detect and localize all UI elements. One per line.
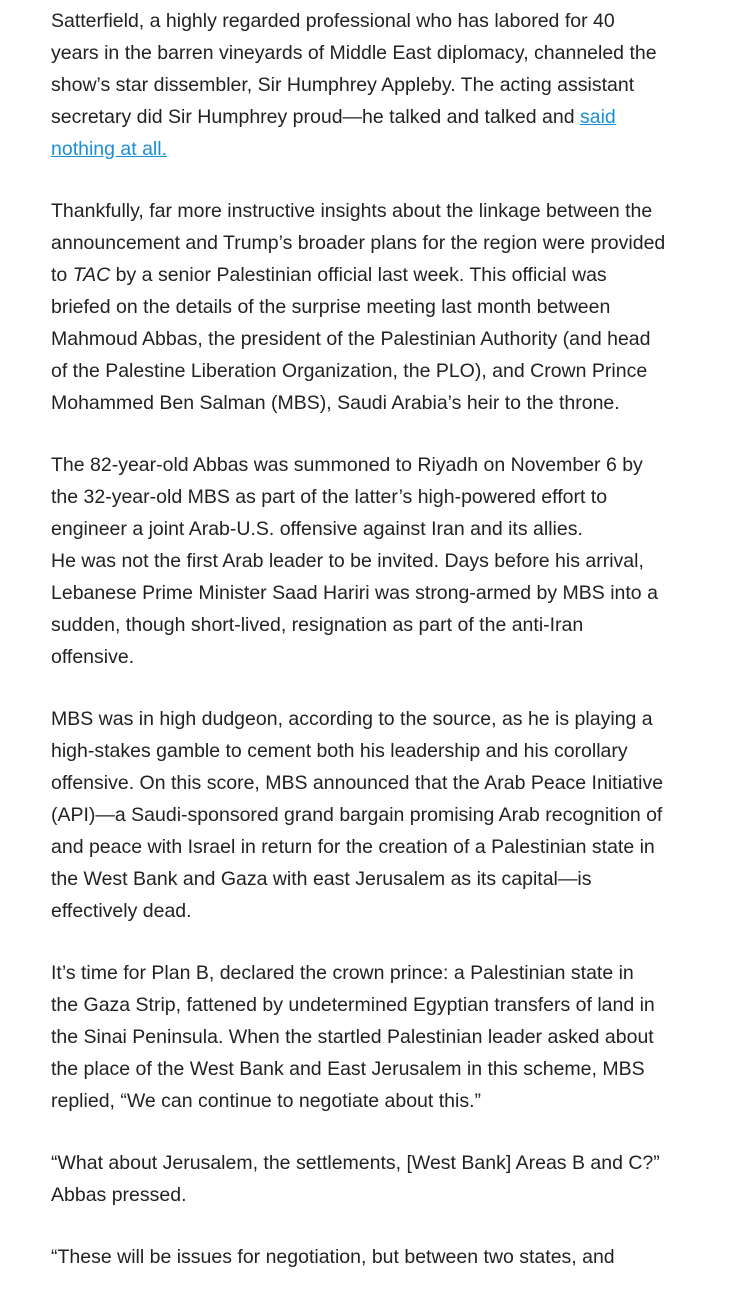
- paragraph-text: Satterfield, a highly regarded professional who has labored for 40 years in the barren vineyards of Middle East diplomacy, channeled the show’s star dissembler, Sir Humphrey Appleby. The acting assistant secretary did Sir Humphrey proud—he talked and talked and: [51, 10, 657, 128]
- paragraph-text: He was not the first Arab leader to be invited. Days before his arrival, Lebanese Prime Minister Saad Hariri was strong-armed by MBS into a sudden, though short-lived, resignation as part of the anti-Iran offensive.: [51, 550, 658, 668]
- paragraph-mbs-dudgeon: MBS was in high dudgeon, according to the source, as he is playing a high-stakes gamble to cement both his leadership and his corollary offensive. On this score, MBS announced that the Arab Peace Initiative (API)—a Saudi-sponsored grand bargain promising Arab recognition of and peace with Israel in return for the creation of a Palestinian state in the West Bank and Gaza with east Jerusalem as its capital—is effectively dead.: [51, 708, 664, 922]
- paragraph-negotiation: “These will be issues for negotiation, but between two states, and: [51, 1246, 615, 1268]
- paragraph-text: Thankfully, far more instructive insights about the linkage between the announcement and Trump’s broader plans for the region were provided to: [51, 200, 666, 286]
- paragraph-text: The 82-year-old Abbas was summoned to Riyadh on November 6 by the 32-year-old MBS as part of the latter’s high-powered effort to engineer a joint Arab-U.S. offensive against Iran and its allies.: [51, 454, 643, 540]
- paragraph-plan-b: It’s time for Plan B, declared the crown prince: a Palestinian state in the Gaza Strip, fattened by undetermined Egyptian transfers of land in the Sinai Peninsula. When the startled Palestinian leader asked about the place of the West Bank and East Jerusalem in this scheme, MBS replied, “We can continue to negotiate about this.”: [51, 962, 655, 1112]
- paragraph-abbas-summoned: [51, 449, 666, 673]
- paragraph-abbas-pressed: “What about Jerusalem, the settlements, [West Bank] Areas B and C?” Abbas pressed.: [51, 1152, 660, 1206]
- paragraph-satterfield: [51, 5, 666, 165]
- article-body: [51, 5, 666, 1303]
- paragraph-text: by a senior Palestinian official last week. This official was briefed on the details of the surprise meeting last month between Mahmoud Abbas, the president of the Palestinian Authority (and head of the Palestine Liberation Organization, the PLO), and Crown Prince Mohammed Ben Salman (MBS), Saudi Arabia’s heir to the throne.: [51, 264, 651, 414]
- said-nothing-link[interactable]: said nothing at all.: [51, 106, 616, 160]
- paragraph-insights: [51, 195, 666, 419]
- publication-name: TAC: [72, 264, 111, 286]
